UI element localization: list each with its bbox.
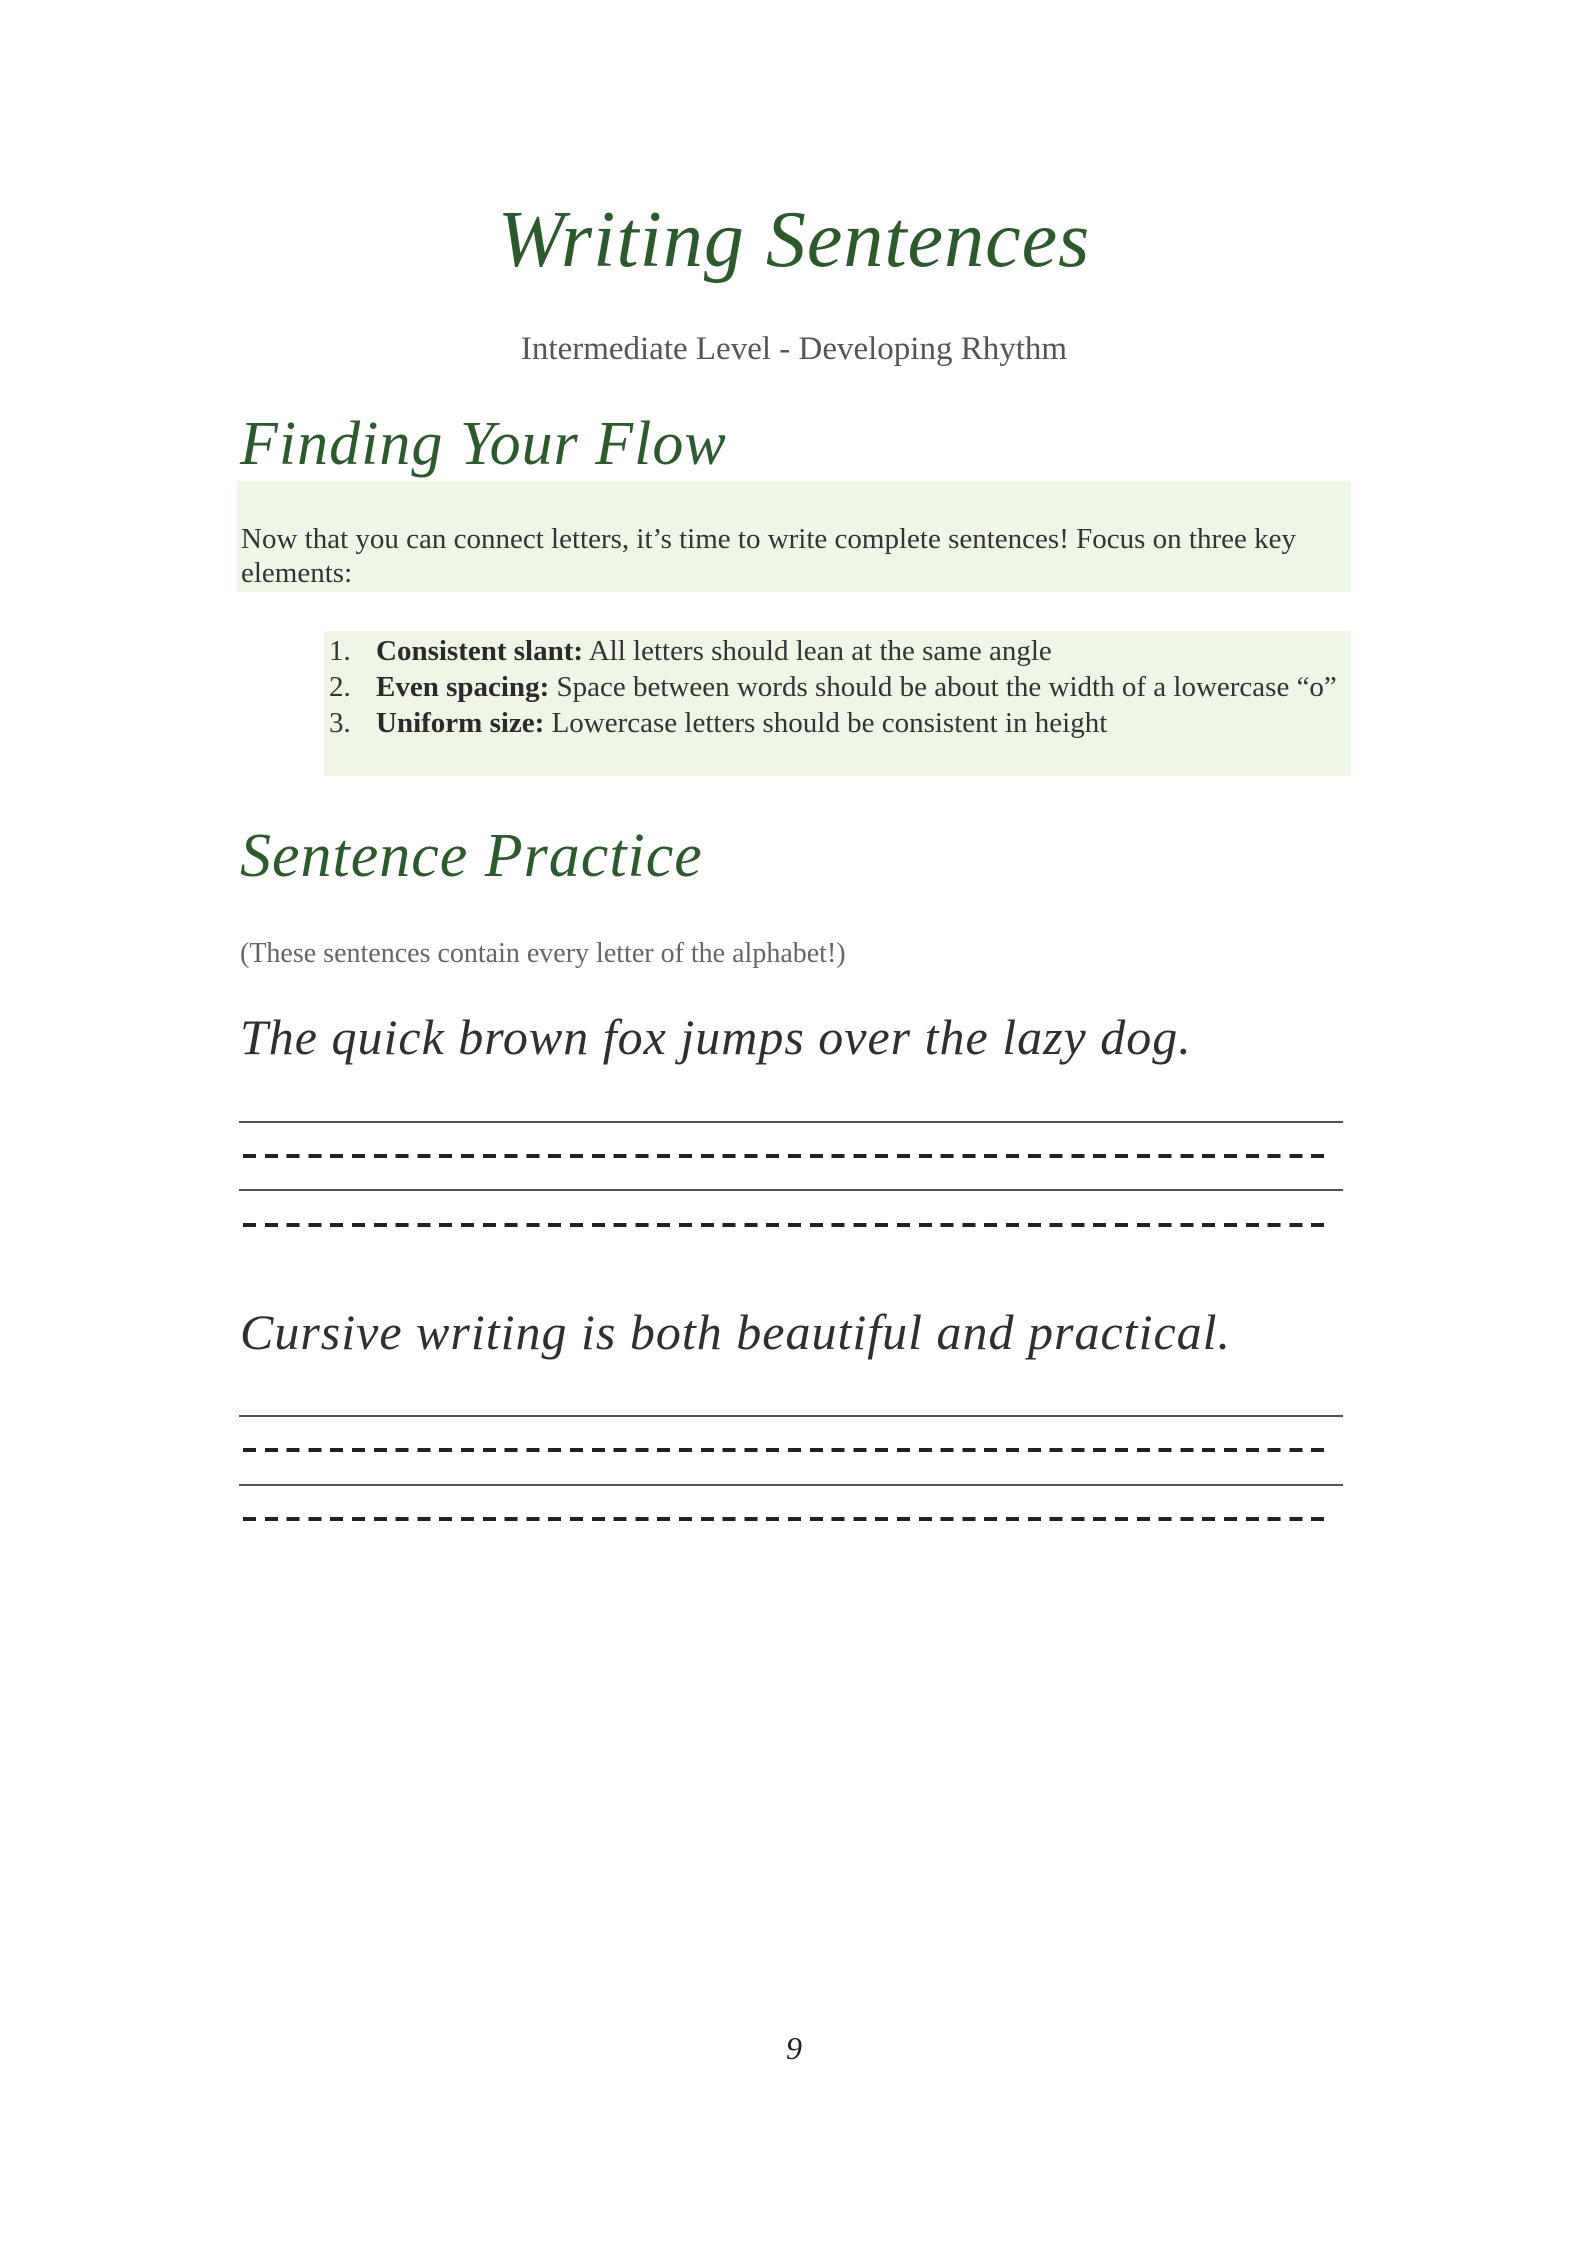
list-item-text: Space between words should be about the width of a lowercase “o” <box>549 671 1337 703</box>
practice-sentence-2: Cursive writing is both beautiful and practical. <box>240 1304 1232 1360</box>
writing-line-dashed <box>243 1517 1333 1521</box>
intro-paragraph: Now that you can connect letters, it’s time to write complete sentences! Focus on three key elements: <box>241 523 1296 589</box>
key-elements-list <box>324 633 1351 741</box>
writing-line-solid <box>239 1189 1343 1191</box>
list-item-term: Uniform size: <box>376 707 545 739</box>
list-item-term: Even spacing: <box>376 671 550 703</box>
list-item-text: Lowercase letters should be consistent in height <box>544 707 1108 739</box>
list-item-number: 3. <box>329 707 351 739</box>
section-heading-sentence-practice: Sentence Practice <box>240 822 703 890</box>
writing-line-dashed <box>243 1448 1333 1452</box>
writing-line-solid <box>239 1415 1343 1417</box>
page-subtitle: Intermediate Level - Developing Rhythm <box>520 331 1068 367</box>
practice-note: (These sentences contain every letter of the alphabet!) <box>240 938 846 969</box>
page-title: Writing Sentences <box>497 196 1091 284</box>
list-item-text: All letters should lean at the same angle <box>583 635 1052 667</box>
intro-highlight-box <box>237 481 1351 592</box>
list-item-number: 1. <box>329 635 351 667</box>
list-item-number: 2. <box>329 671 351 703</box>
writing-line-dashed <box>243 1223 1333 1227</box>
list-item <box>324 633 1351 669</box>
section-heading-finding-your-flow: Finding Your Flow <box>240 410 727 478</box>
key-elements-highlight-box <box>324 631 1351 776</box>
writing-line-solid <box>239 1121 1343 1123</box>
list-item-term: Consistent slant: <box>376 635 584 667</box>
list-item <box>324 705 1351 741</box>
practice-sentence-1: The quick brown fox jumps over the lazy dog. <box>240 1009 1192 1065</box>
writing-line-dashed <box>243 1154 1333 1158</box>
list-item <box>324 669 1351 705</box>
writing-line-solid <box>239 1484 1343 1486</box>
page-number: 9 <box>786 2030 802 2066</box>
